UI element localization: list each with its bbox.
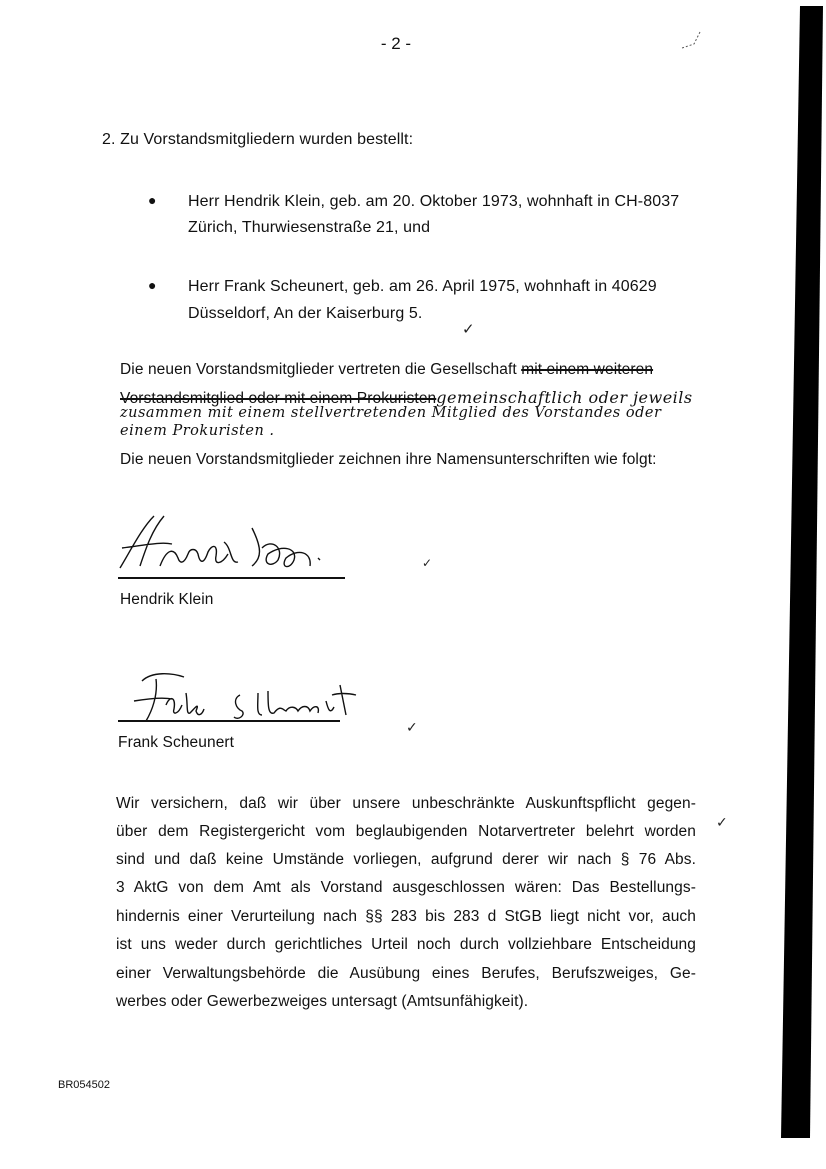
handwritten-line-4: einem Prokuristen .: [120, 423, 275, 439]
signature-line: [118, 577, 345, 579]
struck-text: mit einem weiteren: [521, 361, 654, 378]
document-code: BR054502: [58, 1079, 110, 1091]
declaration-line: einer Verwaltungsbehörde die Ausübung eines Berufes, Berufszweiges, Ge-: [116, 965, 696, 982]
signatory-name-2: Frank Scheunert: [118, 734, 235, 751]
struck-text: Vorstandsmitglied oder mit einem Prokuristen: [120, 390, 437, 407]
signature-hendrik-klein: [112, 508, 362, 582]
check-mark-icon: ✓: [406, 720, 418, 736]
scan-mark-icon: [672, 30, 712, 60]
member-1-line-1: Herr Hendrik Klein, geb. am 20. Oktober 1973, wohnhaft in CH-8037: [188, 193, 680, 210]
declaration-line: über dem Registergericht vom beglaubigenden Notarvertreter belehrt worden: [116, 823, 696, 840]
member-2-line-1: Herr Frank Scheunert, geb. am 26. April 1975, wohnhaft in 40629: [188, 278, 657, 295]
representation-line-1: [120, 361, 653, 379]
signature-intro: Die neuen Vorstandsmitglieder zeichnen ihre Namensunterschriften wie folgt:: [120, 451, 657, 468]
check-mark-icon: ✓: [716, 815, 728, 831]
scan-edge-bar: [770, 0, 826, 1169]
page-number: - 2 -: [380, 34, 412, 53]
signatory-name-1: Hendrik Klein: [120, 591, 214, 608]
declaration-line: werbes oder Gewerbezweiges untersagt (Amtsunfähigkeit).: [116, 993, 529, 1010]
member-1-line-2: Zürich, Thurwiesenstraße 21, und: [188, 219, 431, 236]
handwritten-line-3: zusammen mit einem stellvertretenden Mitglied des Vorstandes oder: [120, 405, 662, 421]
check-mark-icon: ✓: [462, 320, 475, 338]
declaration-line: ist uns weder durch gerichtliches Urteil noch durch vollziehbare Entscheidung: [116, 936, 696, 953]
declaration-line: sind und daß keine Umstände vorliegen, aufgrund derer wir nach § 76 Abs.: [116, 851, 696, 868]
declaration-line: Wir versichern, daß wir über unsere unbeschränkte Auskunftspflicht gegen-: [116, 795, 696, 812]
signature-line: [118, 720, 340, 722]
declaration-line: hindernis einer Verurteilung nach §§ 283 bis 283 d StGB liegt nicht vor, auch: [116, 908, 696, 925]
section-heading: 2. Zu Vorstandsmitgliedern wurden bestellt:: [102, 131, 414, 148]
member-2-line-2: Düsseldorf, An der Kaiserburg 5.: [188, 305, 423, 322]
check-mark-icon: ✓: [422, 556, 433, 570]
declaration-line: 3 AktG von dem Amt als Vorstand ausgeschlossen wären: Das Bestellungs-: [116, 879, 696, 896]
representation-text: Die neuen Vorstandsmitglieder vertreten die Gesellschaft: [120, 361, 517, 378]
handwritten-insertion: gemeinschaftlich oder jeweils: [436, 388, 693, 407]
signature-frank-scheunert: [112, 665, 392, 725]
bullet-icon: ●: [148, 192, 157, 208]
bullet-icon: ●: [148, 277, 157, 293]
